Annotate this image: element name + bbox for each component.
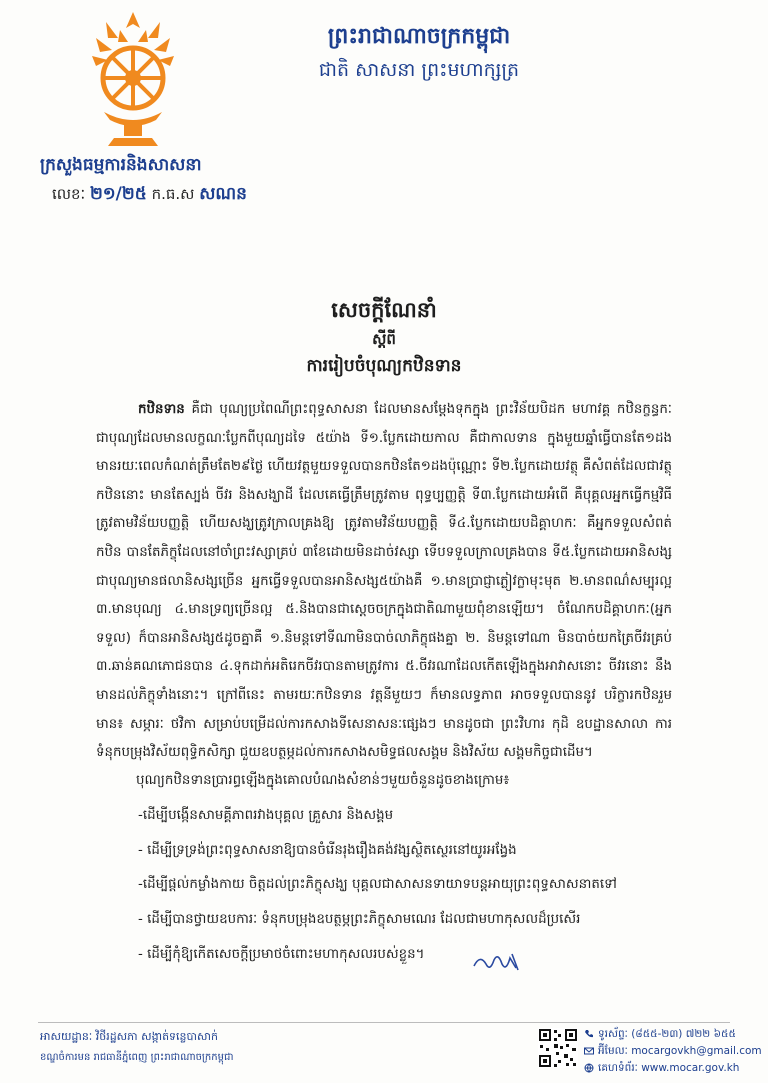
document-title: សេចក្តីណែនាំ (331, 298, 437, 322)
purpose-item: - ដើម្បីបានថ្វាយឧបការៈ ទំនុកបម្រុងឧបត្ថម្ភព្រះភិក្ខុសាមណេរ ដែលជាមហាកុសលដ៏ប្រសើរ (138, 912, 581, 928)
body-term: កឋិនទាន (138, 402, 185, 417)
body-text: គឺជា បុណ្យប្រពៃណីព្រះពុទ្ធសាសនា ដែលមានសម្តែងទុកក្នុង ព្រះវិន័យបិដក មហាវគ្គ កឋិនក្ខន្ធកៈ ជាបុណ្យដែលមានលក្ខណៈប្លែកពីបុណ្យដទៃ ៥យ៉ាង ទី១.ប្លែកដោយកាល គឺជាកាលទាន ក្នុងមួយឆ្នាំធ្វើបានតែ១ដង មានរយៈពេលកំណត់ត្រឹមតែ២៩ថ្ងៃ ហើយវត្តមួយទទួលបានកឋិនតែ១ដងប៉ុណ្ណោះ ទី២.ប្លែកដោយវត្ថុ គឺសំពត់ដែលជាវត្ថុកឋិននោះ មានតែស្បង់ ចីវរ និងសង្ឃាដី ដែលគេធ្វើត្រឹមត្រូវតាម ពុទ្ធប្បញ្ញត្តិ ទី៣.ប្លែកដោយអំពើ គឺបុគ្គលអ្នកធ្វើកម្មវិធីត្រូវតាមវិន័យបញ្ញត្តិ ហើយសង្ឃត្រូវក្រាលគ្រងឱ្យ ត្រូវតាមវិន័យបញ្ញត្តិ ទី៤.ប្លែកដោយបដិគ្គាហកៈ គឺអ្នកទទួលសំពត់កឋិន បានតែភិក្ខុដែលនៅចាំព្រះវស្សាគ្រប់ ៣ខែដោយមិនដាច់វស្សា ទើបទទួលក្រាលគ្រងបាន ទី៥.ប្លែកដោយអានិសង្ស ជាបុណ្យមានផលានិសង្សច្រើន អ្នកធ្វើទទួលបានអានិសង្ស៥យ៉ាងគឺ ១.មានប្រាជ្ញាភ្លៀវក្លាមុះមុត ២.មានពណ៌សម្បុរល្អ ៣.មានបុណ្យ ៤.មានទ្រព្យច្រើនល្អ ៥.និងបានជាស្ដេចចក្រក្នុងជាតិណាមួយពុំខានឡើយ។ ចំណែកបដិគ្គាហកៈ(អ្នកទទួល) ក៏បានអានិសង្ស៥ដូចគ្នាគឺ ១.និមន្តទៅទីណាមិនបាច់លាភិក្ខុផងគ្នា ២. និមន្តទៅណា មិនបាច់យកត្រៃចីវរគ្រប់ ៣.ឆាន់គណភោជនបាន ៤.ទុកដាក់អតិរេកចីវរបានតាមត្រូវការ ៥.ចីវរណាដែលកើតឡើងក្នុងអាវាសនោះ ចីវរនោះ នឹងមានដល់ភិក្ខុទាំងនោះ។ ក្រៅពីនេះ តាមរយៈកឋិនទាន វត្តនីមួយៗ ក៏មានលទ្ធភាព អាចទទួលបាននូវ បរិក្ខារកឋិនរួមមាន៖ សម្ភារៈ ថវិកា សម្រាប់បម្រើដល់ការកសាងទីសេនាសនៈផ្សេងៗ មានដូចជា ព្រះវិហារ កុដិ ឧបដ្ឋានសាលា ការទំនុកបម្រុងវិស័យពុទ្ធិកសិក្សា ជួយឧបត្ថម្ភដល់ការកសាងសមិទ្ធផលសង្គម និងវិស័យ សង្គមកិច្ចជាដើម។ (96, 402, 672, 761)
document-about: ស្តីពី (372, 330, 396, 348)
ref-number: ២១/២៥ (89, 184, 147, 204)
email-icon (584, 1046, 594, 1056)
globe-icon (584, 1063, 594, 1073)
phone-text: ទូរស័ព្ទៈ (៨៥៥-២៣) ៧២២ ៦៥៥ (598, 1028, 736, 1040)
footer-website (584, 1062, 739, 1077)
purpose-item: - ដើម្បីកុំឱ្យកើតសេចក្ដីប្រមាថចំពោះមហាកុសលរបស់ខ្លួន។ (138, 946, 425, 962)
document-subject: ការរៀបចំបុណ្យកឋិនទាន (306, 356, 462, 376)
footer-divider (38, 1022, 730, 1023)
national-motto: ជាតិ សាសនា ព្រះមហាក្សត្រ (318, 59, 520, 81)
phone-icon (584, 1029, 594, 1039)
footer-email (584, 1045, 762, 1060)
kingdom-title: ព្រះរាជាណាចក្រកម្ពុជា (327, 24, 511, 49)
qr-code-icon (538, 1028, 578, 1068)
website-text: គេហទំព័រៈ www.mocar.gov.kh (598, 1062, 740, 1074)
footer-address-line2: ខណ្ឌចំការមន រាជធានីភ្នំពេញ ព្រះរាជាណាចក្រកម្ពុជា (40, 1052, 234, 1063)
body-paragraph (96, 396, 672, 768)
ref-label: លេខៈ (52, 185, 86, 203)
purpose-item: -ដើម្បីបង្កើនសាមគ្គីភាពរវាងបុគ្គល គ្រួសារ និងសង្គម (138, 808, 394, 823)
footer-phone (584, 1028, 736, 1043)
purposes-list (138, 806, 617, 979)
email-text: អ៊ីមែលៈ mocargovkh@gmail.com (598, 1045, 762, 1057)
reference-line (52, 183, 247, 208)
purposes-intro: បុណ្យកឋិនទានប្រារព្ធឡើងក្នុងគោលបំណងសំខាន់ៗមួយចំនួនដូចខាងក្រោម៖ (136, 773, 510, 788)
ref-department: សណន (199, 184, 247, 204)
purpose-item: -ដើម្បីផ្ដល់កម្លាំងកាយ ចិត្តដល់ព្រះភិក្ខុសង្ឃ បុគ្គលជាសាសនទាយាទបន្តអាយុព្រះពុទ្ធសាសនាតទៅ (138, 877, 617, 893)
ministry-name: ក្រសួងធម្មការនិងសាសនា (40, 155, 202, 175)
purpose-item: - ដើម្បីទ្រទ្រង់ព្រះពុទ្ធសាសនាឱ្យបានចំរើនរុងរឿងគង់វង្សស្ថិតស្ថេរនៅយូរអង្វែង (138, 842, 517, 858)
ref-suffix: ក.ធ.ស (151, 185, 195, 203)
initial-signature (472, 948, 522, 976)
footer-address: អាសយដ្ឋានៈ វិថីរដ្ឋសភា សង្កាត់ទន្លេបាសាក់ (40, 1030, 218, 1043)
